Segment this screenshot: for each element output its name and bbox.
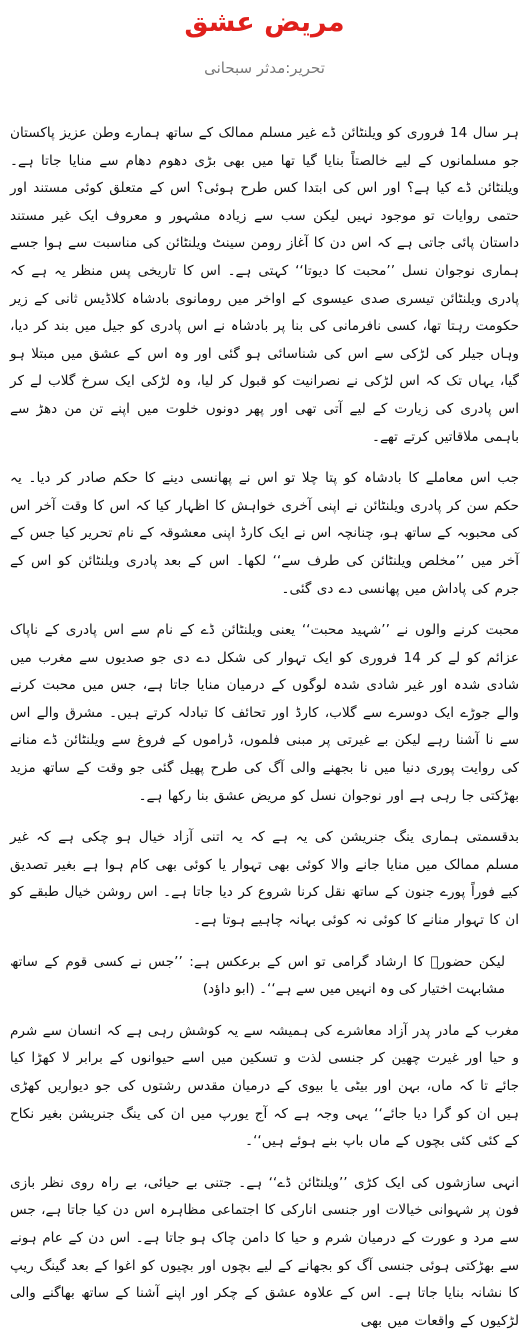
article-byline: تحریر:مدثر سبحانی xyxy=(204,59,325,77)
article-paragraph-2: جب اس معاملے کا بادشاہ کو پتا چلا تو اس نے پھانسی دینے کا حکم صادر کر دیا۔ یہ حکم سن کر پادری ویلنٹائن نے اپنی آخری خواہش کا اظہار کیا کہ اس کا وقت آخر اس کی محبوبہ کے ساتھ ہو، چنانچہ اس نے ایک کارڈ اپنی معشوقہ کے نام تحریر کیا جس کے آخر میں ’’مخلص ویلنٹائن کی طرف سے‘‘ لکھا۔ اس کے بعد پادری ویلنٹائن کو اس کے جرم کی پاداش میں پھانسی دے دی گئی۔ xyxy=(10,470,519,597)
article-paragraph-6: انہی سازشوں کی ایک کڑی ’’ویلنٹائن ڈے‘‘ ہے۔ جتنی بے حیائی، بے راہ روی نظر بازی فون پر شہوانی خیالات اور جنسی انارکی کا اجتماعی مظاہرہ اس دن کیا جاتا ہے، جس سے مرد و عورت کے درمیان شرم و حیا کا دامن چاک ہو جاتا ہے۔ اس دن کے عام ہونے سے بھڑکتی ہوئی جنسی آگ کو بجھانے کے لیے بچوں اور بچیوں کو اغوا کے بعد گینگ ریپ کا نشانہ بنایا جاتا ہے۔ اس کے علاوہ عشق کے چکر اور اپنے آشنا کے ساتھ بھاگنے والی لڑکیوں کے واقعات میں بھی xyxy=(10,1174,519,1329)
article-paragraph-5: مغرب کے مادر پدر آزاد معاشرے کی ہمیشہ سے یہ کوشش رہی ہے کہ انسان سے شرم و حیا اور غیرت چھین کر جنسی لذت و تسکین میں اسے حیوانوں کے برابر لا کھڑا کیا جائے تا کہ ماں، بہن اور بیٹی یا بیوی کے درمیان مقدس رشتوں کی جو دیواریں کھڑی ہیں ان کو گرا دیا جائے‘‘ یہی وجہ ہے کہ آج یورپ میں ان کی ینگ جنریشن بغیر نکاح کے کئی کئی بچوں کے ماں باپ بنے ہوئے ہیں‘‘۔ xyxy=(10,1022,519,1150)
article-paragraph-1: ہر سال 14 فروری کو ویلنٹائن ڈے غیر مسلم ممالک کے ساتھ ہمارے وطن عزیز پاکستان جو مسلمانوں کے لیے خالصتاً بنایا گیا تھا میں بھی بڑی دھوم دھام سے منایا جاتا ہے۔ ویلنٹائن ڈے کیا ہے؟ اور اس کی ابتدا کس طرح ہوئی؟ اس کے متعلق کوئی مستند اور حتمی روایات تو موجود نہیں لیکن سب سے زیادہ مشہور و معروف ایک غیر مستند داستان پائی جاتی ہے کہ اس دن کا آغاز رومن سینٹ ویلنٹائن کی مناسبت سے ہوا جسے ہماری نوجوان نسل ’’محبت کا دیوتا‘‘ کہتی ہے۔ اس کا تاریخی پس منظر یہ ہے کہ پادری ویلنٹائن تیسری صدی عیسوی کے اواخر میں رومانوی بادشاہ کلاڈیس ثانی کے زیر حکومت رہتا تھا، کسی نافرمانی کی بنا پر بادشاہ نے اس پادری کو جیل میں بند کر دیا، وہاں جیلر کی لڑکی سے اس کی شناسائی ہو گئی اور وہ اس کے عشق میں مبتلا ہو گیا، یہاں تک کہ اس لڑکی نے نصرانیت کو قبول کر لیا، وہ لڑکی ایک سرخ گلاب لے کر اس پادری کی زیارت کے لیے آتی تھی اور پھر دونوں خلوت میں اپنے تن من دھڑ سے باہمی ملاقاتیں کرتے تھے۔ xyxy=(10,125,519,445)
article-paragraph-3: محبت کرنے والوں نے ’’شہید محبت‘‘ یعنی ویلنٹائن ڈے کے نام سے اس پادری کے ناپاک عزائم کو لے کر 14 فروری کو ایک تہوار کی شکل دے دی جو صدیوں سے مغرب میں شادی شدہ اور غیر شادی شدہ لوگوں کے درمیان منایا جاتا ہے، جس میں محبت کرنے والے جوڑے ایک دوسرے سے گلاب، کارڈ اور تحائف کا تبادلہ کرتے ہیں۔ مشرق والے اس سے نا آشنا رہے لیکن بے غیرتی پر مبنی فلموں، ڈراموں کے فروغ سے ویلنٹائن ڈے منانے کی روایت پوری دنیا میں نا بجھنے والی آگ کی طرح پھیل گئی جو وقت کے ساتھ مزید بھڑکتی جا رہی ہے اور نوجوان نسل کو مریض عشق بنا رکھا ہے۔ xyxy=(10,622,519,804)
hadith-quote: لیکن حضورؐ کا ارشاد گرامی تو اس کے برعکس ہے: ’’جس نے کسی قوم کے ساتھ مشابہت اختیار کی وہ انہیں میں سے ہے‘‘۔ (ابو داؤد) xyxy=(10,953,505,998)
article-paragraph-4: بدقسمتی ہماری ینگ جنریشن کی یہ ہے کہ یہ اتنی آزاد خیال ہو چکی ہے کہ غیر مسلم ممالک میں منایا جانے والا کوئی بھی تہوار یا کوئی بھی کام ہوا ہے بغیر تصدیق کیے فوراً پورے جنون کے ساتھ نقل کرنا شروع کر دیا جاتا ہے۔ اس روشن خیال طبقے کو ان کا تہوار منانے کا کوئی نہ کوئی بہانہ چاہیے ہوتا ہے۔ xyxy=(10,829,519,929)
article-title: مریض عشق xyxy=(184,7,345,38)
